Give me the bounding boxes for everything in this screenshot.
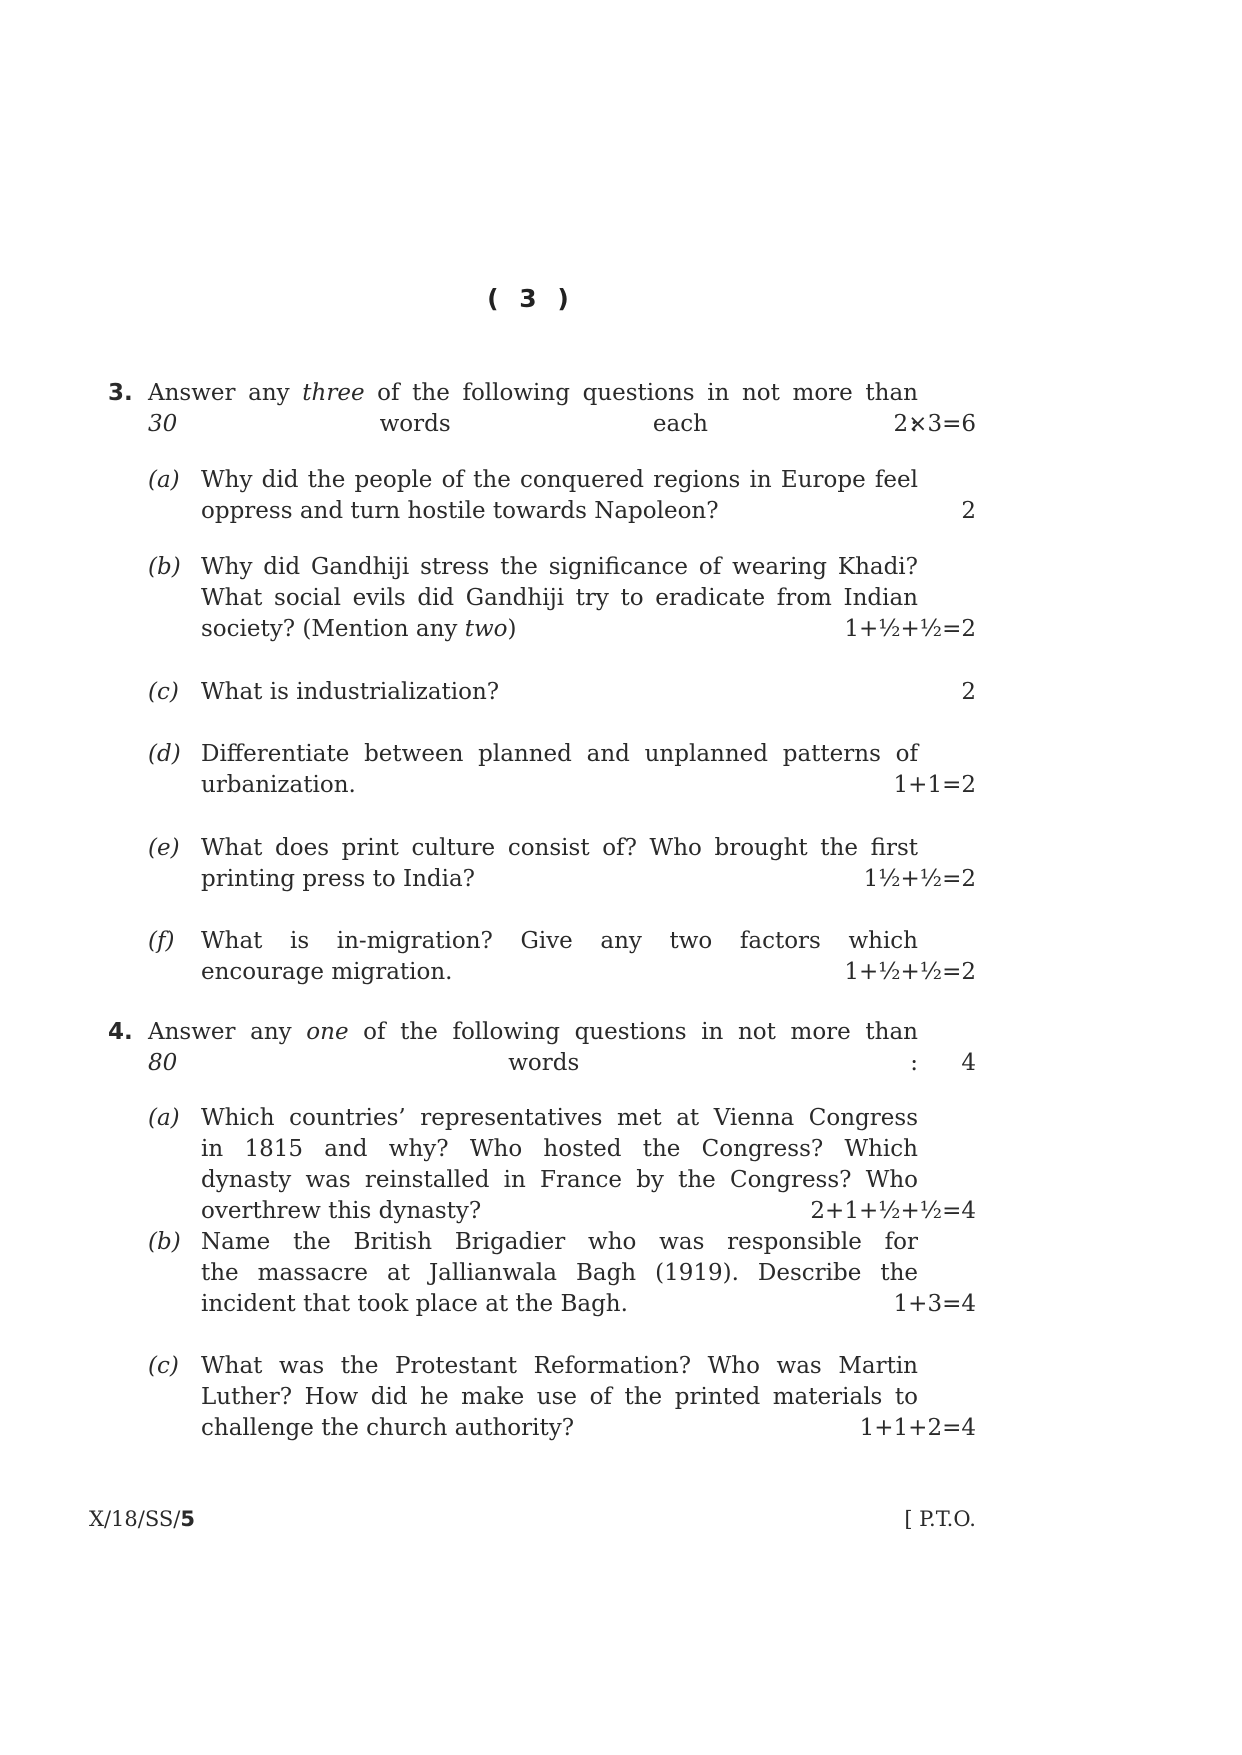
sub-question-label: (a) [148, 467, 180, 493]
question-instruction: Answer any one of the following questions in not more than 80 words : [148, 1019, 918, 1076]
sub-question-text: What was the Protestant Reformation? Who was Martin Luther? How did he make use of the printed materials to challenge the church authority? [201, 1353, 918, 1441]
sub-question-label: (b) [148, 554, 181, 580]
page-number: ( 3 ) [487, 284, 575, 313]
sub-question-marks: 1½+½=2 [863, 866, 976, 892]
sub-question-marks: 1+½+½=2 [844, 616, 976, 642]
sub-question-text: Why did the people of the conquered regions in Europe feel oppress and turn hostile towards Napoleon? [201, 467, 918, 524]
sub-question-label: (d) [148, 741, 181, 767]
sub-question-label: (c) [148, 679, 179, 705]
sub-question-text: Which countries’ representatives met at Vienna Congress in 1815 and why? Who hosted the Congress? Which dynasty was reinstalled in France by the Congress? Who overthrew this dynasty? [201, 1105, 918, 1224]
sub-question-text: What does print culture consist of? Who brought the first printing press to India? [201, 835, 918, 892]
sub-question-text: Why did Gandhiji stress the significance of wearing Khadi? What social evils did Gandhiji try to eradicate from Indian society? (Mention any two) [201, 554, 918, 642]
question-marks: 4 [961, 1050, 976, 1076]
pto-note: [ P.T.O. [904, 1507, 976, 1531]
sub-question-label: (e) [148, 835, 180, 861]
sub-question-label: (a) [148, 1105, 180, 1131]
sub-question-marks: 1+1+2=4 [859, 1415, 976, 1441]
sub-question-marks: 1+½+½=2 [844, 959, 976, 985]
sub-question-label: (c) [148, 1353, 179, 1379]
sub-question-marks: 2 [961, 498, 976, 524]
paper-code: X/18/SS/5 [89, 1507, 195, 1531]
sub-question-label: (f) [148, 928, 175, 954]
sub-question-marks: 2+1+½+½=4 [810, 1198, 976, 1224]
sub-question-text: What is in-migration? Give any two factors which encourage migration. [201, 928, 918, 985]
sub-question-label: (b) [148, 1229, 181, 1255]
sub-question-marks: 1+1=2 [893, 772, 976, 798]
sub-question-text: What is industrialization? [201, 679, 500, 705]
question-instruction: Answer any three of the following questions in not more than 30 words each : [148, 380, 918, 437]
question-marks: 2×3=6 [893, 411, 976, 437]
sub-question-marks: 2 [961, 679, 976, 705]
question-number: 3. [108, 380, 133, 406]
sub-question-text: Name the British Brigadier who was responsible for the massacre at Jallianwala Bagh (1919). Describe the incident that took place at the Bagh. [201, 1229, 918, 1317]
question-number: 4. [108, 1019, 133, 1045]
sub-question-text: Differentiate between planned and unplanned patterns of urbanization. [201, 741, 918, 798]
sub-question-marks: 1+3=4 [893, 1291, 976, 1317]
